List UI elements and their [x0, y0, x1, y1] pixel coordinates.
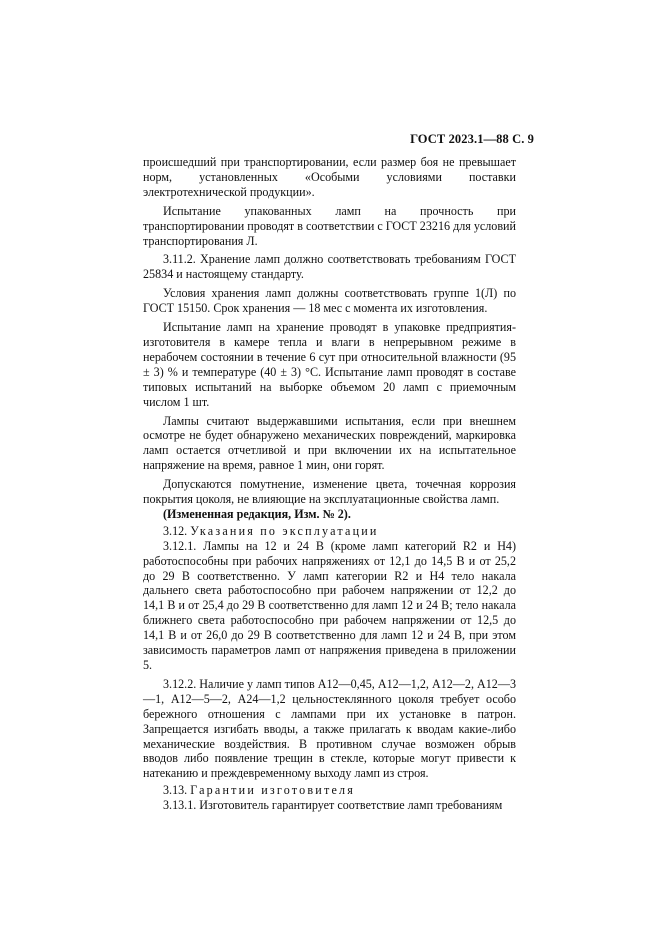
paragraph-3-12-1: 3.12.1. Лампы на 12 и 24 В (кроме ламп категорий R2 и Н4) работоспособны при рабочих напряжениях от 12,1 до 14,5 В и от 25,2 до 29 В соответственно. У ламп категории R2 и Н4 тело накала дальнего света работоспособно при рабочем напряжении от 12,2 до 14,1 В и от 25,4 до 29 В соответственно для ламп 12 и 24 В; тело накала ближнего света работоспособно при рабочем напряжении от 12,5 до 14,1 В и от 26,0 до 29 В соответственно для ламп 12 и 24 В, при этом зависимость параметров ламп от напряжения приведена в приложении 5. [143, 538, 516, 672]
paragraph-continuation: происшедший при транспортировании, если размер боя не превышает норм, установленных «Особыми условиями поставки электротехнической продукции». [143, 155, 516, 199]
document-body [143, 155, 516, 813]
paragraph-allowed-defects: Допускаются помутнение, изменение цвета, точечная коррозия покрытия цоколя, не влияющие на эксплуатационные свойства ламп. [143, 477, 516, 507]
section-number: 3.13. [163, 783, 188, 798]
section-number: 3.12. [163, 523, 188, 538]
paragraph-3-12-2: 3.12.2. Наличие у ламп типов А12—0,45, А12—1,2, А12—2, А12—3—1, А12—5—2, А24—1,2 цельностеклянного цоколя требует особо бережного отношения с лампами при их установке в патрон. Запрещается изгибать вводы, а также прилагать к вводам какие-либо механические воздействия. В противном случае возможен обрыв вводов либо появление трещин в стекле, которые могут привести к натеканию и преждевременному выходу ламп из строя. [143, 676, 516, 781]
section-title: Указания по эксплуатации [190, 523, 379, 538]
amendment-note: (Измененная редакция, Изм. № 2). [163, 506, 351, 521]
paragraph-transport-test: Испытание упакованных ламп на прочность при транспортировании проводят в соответствии с ГОСТ 23216 для условий транспортирования Л. [143, 203, 516, 248]
section-heading-3-13 [143, 783, 516, 798]
section-title: Гарантии изготовителя [190, 783, 356, 798]
paragraph-3-11-2: 3.11.2. Хранение ламп должно соответствовать требованиям ГОСТ 25834 и настоящему стандарту. [143, 252, 516, 282]
paragraph-test-passed: Лампы считают выдержавшими испытания, если при внешнем осмотре не будет обнаружено механических повреждений, маркировка ламп остается отчетливой и при включении их на испытательное напряжение на время, равное 1 мин, они горят. [143, 413, 516, 473]
paragraph-3-13-1: 3.13.1. Изготовитель гарантирует соответствие ламп требованиям [163, 798, 503, 813]
page-header: ГОСТ 2023.1—88 С. 9 [410, 132, 534, 146]
section-heading-3-12 [143, 524, 516, 539]
paragraph-storage-test: Испытание ламп на хранение проводят в упаковке предприятия-изготовителя в камере тепла и влаги в непрерывном режиме в нерабочем состоянии в течение 6 сут при относительной влажности (95 ± 3) % и температуре (40 ± 3) °С. Испытание ламп проводят в составе типовых испытаний на выборке объемом 20 ламп с приемочным числом 1 шт. [143, 320, 516, 409]
paragraph-storage-conditions: Условия хранения ламп должны соответствовать группе 1(Л) по ГОСТ 15150. Срок хранения — 18 мес с момента их изготовления. [143, 286, 516, 316]
